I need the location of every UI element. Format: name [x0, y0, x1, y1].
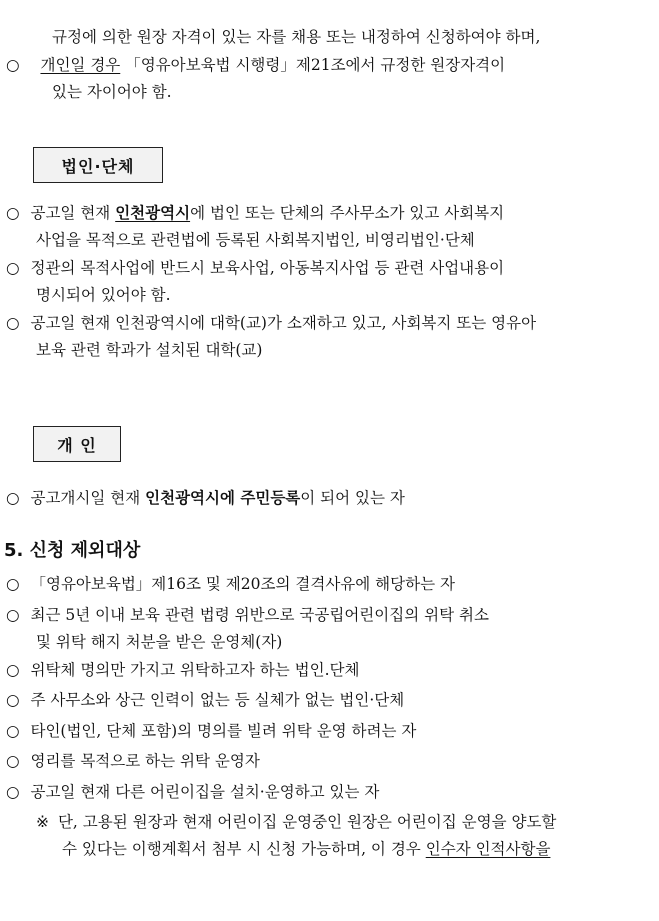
bullet: ○: [6, 752, 20, 770]
top-item-line3: 있는 자이어야 함.: [52, 83, 172, 101]
bullet: ○: [6, 56, 20, 74]
line-text: 이 되어 있는 자: [300, 489, 405, 507]
emphasis-text: 인천광역시: [115, 203, 191, 222]
line-text: 단, 고용된 원장과 현재 어린이집 운영중인 원장은 어린이집 운영을 양도할: [57, 813, 557, 831]
line-text: 수 있다는 이행계획서 첨부 시 신청 가능하며, 이 경우: [62, 840, 426, 858]
top-item-line1: 규정에 의한 원장 자격이 있는 자를 채용 또는 내정하여 신청하여야 하며,: [52, 28, 541, 46]
excl-item-6: [6, 751, 260, 771]
line-text: 공고일 현재 다른 어린이집을 설치·운영하고 있는 자: [30, 783, 380, 801]
corp-item-1-cont: 사업을 목적으로 관련법에 등록된 사회복지법인, 비영리법인·단체: [36, 231, 475, 249]
line-text: 「영유아보육법」제16조 및 제20조의 결격사유에 해당하는 자: [30, 575, 455, 593]
bullet: ○: [6, 722, 20, 740]
corp-item-3: [6, 313, 536, 333]
line-text: 주 사무소와 상근 인력이 없는 등 실체가 없는 법인·단체: [30, 691, 405, 709]
top-item-line2: [6, 55, 505, 75]
excl-item-3: [6, 660, 360, 680]
excl-item-2-cont: 및 위탁 해지 처분을 받은 운영체(자): [36, 633, 283, 651]
bullet: ○: [6, 489, 20, 507]
individual-item: [6, 488, 405, 508]
line-text: 「영유아보육법 시행령」제21조에서 규정한 원장자격이: [120, 56, 506, 74]
note-line2: [62, 839, 550, 859]
bullet: ○: [6, 661, 20, 679]
excl-item-4: [6, 690, 404, 710]
line-text: 에 법인 또는 단체의 주사무소가 있고 사회복지: [190, 204, 505, 222]
corp-item-1: [6, 203, 504, 223]
underlined-phrase: 인수자 인적사항을: [425, 840, 551, 858]
corp-item-2: [6, 258, 504, 278]
bullet: ○: [6, 314, 20, 332]
line-text: 공고개시일 현재: [30, 489, 146, 507]
note-mark: ※: [36, 813, 49, 831]
bullet: ○: [6, 783, 20, 801]
line-text: 타인(법인, 단체 포함)의 명의를 빌려 위탁 운영 하려는 자: [30, 722, 417, 740]
line-text: 영리를 목적으로 하는 위탁 운영자: [30, 752, 260, 770]
section-5-title: 5. 신청 제외대상: [4, 540, 141, 561]
excl-item-1: [6, 574, 455, 594]
underlined-phrase: 개인일 경우: [40, 56, 121, 74]
bullet: ○: [6, 691, 20, 709]
line-text: 공고일 현재 인천광역시에 대학(교)가 소재하고 있고, 사회복지 또는 영유아: [30, 314, 537, 332]
corp-item-3-cont: 보육 관련 학과가 설치된 대학(교): [36, 341, 263, 359]
emphasis-text: 인천광역시에 주민등록: [145, 488, 301, 507]
line-text: 공고일 현재: [30, 204, 116, 222]
line-text: 정관의 목적사업에 반드시 보육사업, 아동복지사업 등 관련 사업내용이: [30, 259, 505, 277]
individual-section-header: 개 인: [33, 426, 121, 462]
corp-section-header: 법인·단체: [33, 147, 163, 183]
bullet: ○: [6, 204, 20, 222]
excl-item-5: [6, 721, 416, 741]
line-text: 위탁체 명의만 가지고 위탁하고자 하는 법인.단체: [30, 661, 360, 679]
note-line1: [36, 812, 556, 832]
corp-item-2-cont: 명시되어 있어야 함.: [36, 286, 171, 304]
excl-item-7: [6, 782, 379, 802]
bullet: ○: [6, 575, 20, 593]
bullet: ○: [6, 259, 20, 277]
excl-item-2: [6, 605, 489, 625]
line-text: 최근 5년 이내 보육 관련 법령 위반으로 국공립어린이집의 위탁 취소: [30, 606, 489, 624]
bullet: ○: [6, 606, 20, 624]
